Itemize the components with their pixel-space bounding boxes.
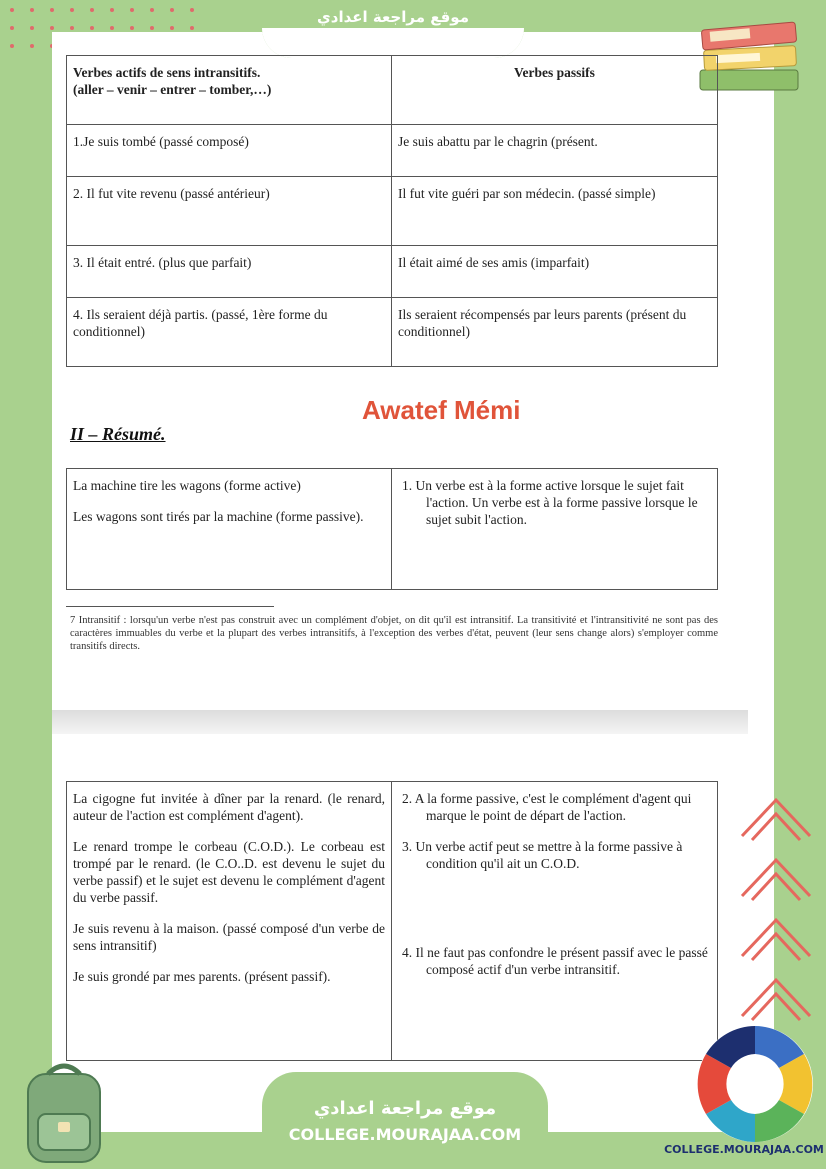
table-header-passive	[392, 56, 718, 125]
example-revenu: Je suis revenu à la maison. (passé composé d'un verbe de sens intransitif)	[73, 921, 385, 953]
verbs-table	[66, 55, 718, 367]
header-active-title: Verbes actifs de sens intransitifs.	[73, 65, 261, 80]
footnote: 7 Intransitif : lorsqu'un verbe n'est pas construit avec un complément d'objet, on dit qu'il est intransitif. La transitivité et l'intransitivité ne sont pas des caractères immuables du verbe et la plupart des verbes intransitifs, à l'exception des verbes d'état, peuvent (leur sens change alors) s'employer comme transitifs directs.	[70, 615, 718, 652]
chevron-up-icon	[738, 852, 814, 902]
chevron-up-icon	[738, 792, 814, 842]
example-passive: Les wagons sont tirés par la machine (forme passive).	[73, 509, 364, 524]
rule-2: 2. A la forme passive, c'est le complément d'agent qui marque le point de départ de l'action.	[402, 791, 692, 823]
site-logo-icon	[694, 1022, 816, 1162]
backpack-icon	[14, 1056, 114, 1166]
footer-site-arabic: موقع مراجعة اعدادي	[313, 1098, 497, 1119]
example-cigogne: La cigogne fut invitée à dîner par la renard. (le renard, auteur de l'action est complément d'agent).	[73, 791, 385, 823]
example-corbeau: Le renard trompe le corbeau (C.O.D.). Le corbeau est trompé par le renard. (le C.O..D. est devenu le sujet du verbe passif) et le sujet est devenu le complément d'agent du verbe passif.	[73, 839, 385, 905]
rule-4: 4. Il ne faut pas confondre le présent passif avec le passé composé actif d'un verbe intransitif.	[402, 945, 708, 977]
summary-table	[66, 468, 718, 590]
rules-table	[66, 781, 718, 1061]
footnote-divider	[66, 606, 274, 607]
example-active: La machine tire les wagons (forme active)	[73, 478, 301, 493]
header-active-examples: (aller – venir – entrer – tomber,…)	[73, 82, 272, 97]
example-grondé: Je suis grondé par mes parents. (présent passif).	[73, 969, 331, 984]
header-site-arabic: موقع مراجعة اعدادي	[317, 8, 469, 26]
chevron-up-icon	[738, 912, 814, 962]
header-site-url[interactable]: COLLEGE.MOURAJAA.COM	[291, 28, 495, 44]
table-header-active	[67, 56, 392, 125]
rule-3: 3. Un verbe actif peut se mettre à la forme passive à condition qu'il ait un C.O.D.	[402, 839, 683, 871]
table-cell: 3. Il était entré. (plus que parfait)	[67, 246, 392, 298]
logo-site-url[interactable]: COLLEGE.MOURAJAA.COM	[664, 1143, 824, 1156]
section-title: II – Résumé.	[70, 424, 166, 444]
header-site[interactable]	[262, 8, 524, 44]
footer-banner[interactable]	[262, 1072, 548, 1169]
rules-examples	[67, 782, 392, 1061]
table-cell: Il fut vite guéri par son médecin. (passé simple)	[392, 177, 718, 246]
table-cell: 2. Il fut vite revenu (passé antérieur)	[67, 177, 392, 246]
rule-1: 1. Un verbe est à la forme active lorsque le sujet fait l'action. Un verbe est à la forme passive lorsque le sujet subit l'action.	[402, 478, 698, 527]
table-cell: Il était aimé de ses amis (imparfait)	[392, 246, 718, 298]
table-cell: Je suis abattu par le chagrin (présent.	[392, 125, 718, 177]
table-cell: Ils seraient récompensés par leurs parents (présent du conditionnel)	[392, 298, 718, 367]
table-cell: 1.Je suis tombé (passé composé)	[67, 125, 392, 177]
rules-list	[392, 782, 718, 1061]
header-passive-title: Verbes passifs	[514, 65, 595, 80]
summary-examples	[67, 469, 392, 590]
table-cell: 4. Ils seraient déjà partis. (passé, 1ère forme du conditionnel)	[67, 298, 392, 367]
chevron-up-icon	[738, 972, 814, 1022]
summary-rule	[392, 469, 718, 590]
page-separator	[52, 710, 748, 734]
footer-site-url[interactable]: COLLEGE.MOURAJAA.COM	[288, 1125, 522, 1144]
author-name: Awatef Mémi	[362, 395, 521, 425]
